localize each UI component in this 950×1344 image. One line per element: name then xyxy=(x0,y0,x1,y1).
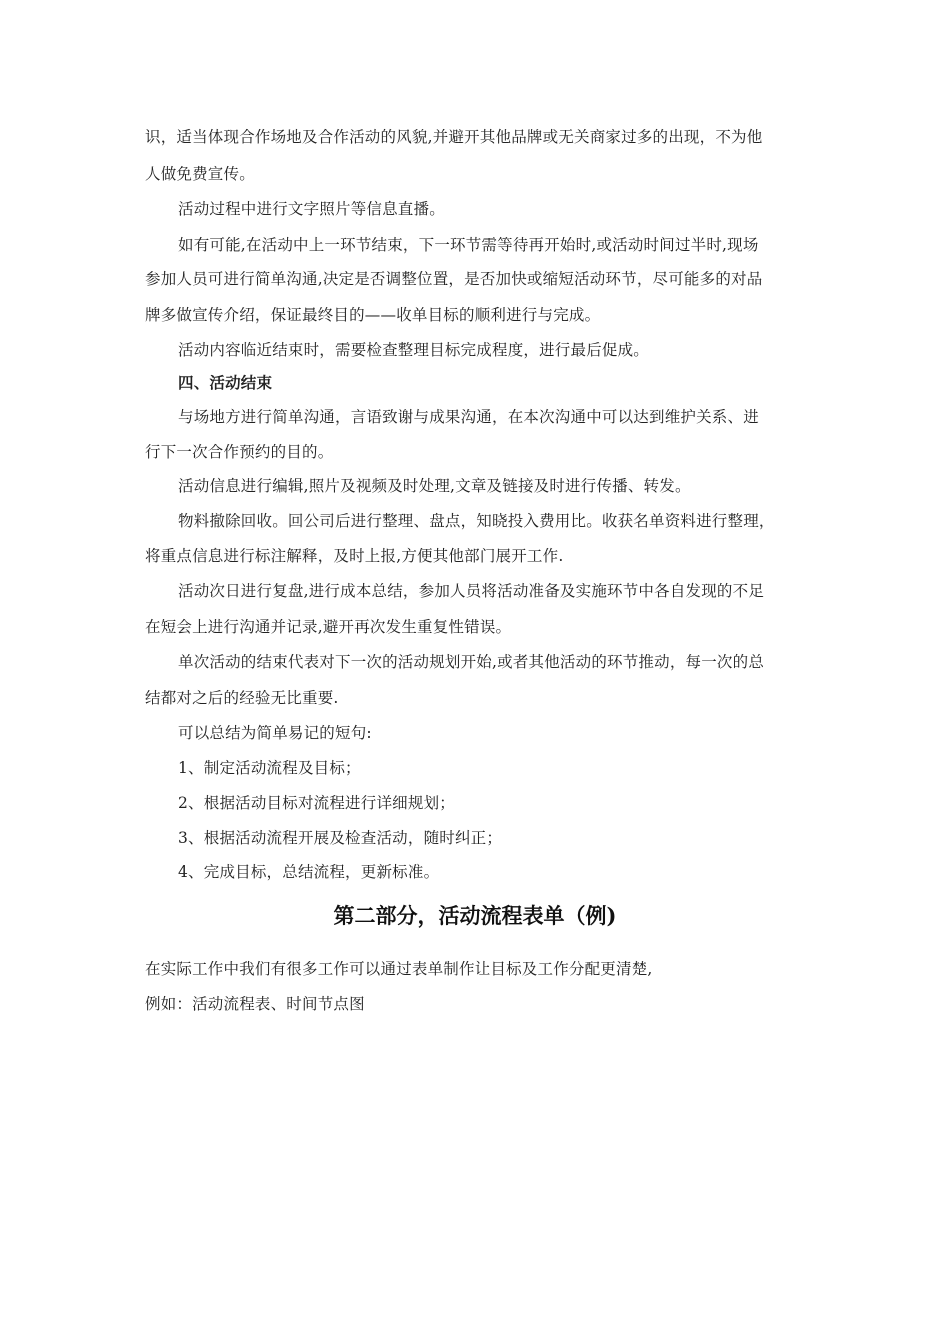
list-item: 1、制定活动流程及目标； xyxy=(178,759,361,777)
paragraph-line: 牌多做宣传介绍，保证最终目的——收单目标的顺利进行与完成。 xyxy=(145,306,601,324)
part-two-heading: 第二部分，活动流程表单（例) xyxy=(333,903,617,928)
paragraph-line: 活动过程中进行文字照片等信息直播。 xyxy=(178,200,445,218)
paragraph-line: 识，适当体现合作场地及合作活动的风貌,并避开其他品牌或无关商家过多的出现，不为他 xyxy=(145,128,763,146)
paragraph-line: 活动内容临近结束时，需要检查整理目标完成程度，进行最后促成。 xyxy=(178,341,650,359)
paragraph-line: 行下一次合作预约的目的。 xyxy=(145,443,334,461)
paragraph-line: 在实际工作中我们有很多工作可以通过表单制作让目标及工作分配更清楚, xyxy=(145,960,653,978)
paragraph-line: 物料撤除回收。回公司后进行整理、盘点，知晓投入费用比。收获名单资料进行整理， xyxy=(178,512,775,530)
paragraph-line: 单次活动的结束代表对下一次的活动规划开始,或者其他活动的环节推动，每一次的总 xyxy=(178,653,765,671)
paragraph-line: 与场地方进行简单沟通，言语致谢与成果沟通，在本次沟通中可以达到维护关系、进 xyxy=(178,408,759,426)
list-item: 2、根据活动目标对流程进行详细规划； xyxy=(178,794,455,812)
paragraph-line: 如有可能,在活动中上一环节结束，下一环节需等待再开始时,或活动时间过半时,现场 xyxy=(178,236,759,254)
paragraph-line: 结都对之后的经验无比重要. xyxy=(145,689,339,707)
paragraph-line: 活动信息进行编辑,照片及视频及时处理,文章及链接及时进行传播、转发。 xyxy=(178,477,691,495)
paragraph-line: 例如：活动流程表、时间节点图 xyxy=(145,995,365,1013)
paragraph-line: 可以总结为简单易记的短句: xyxy=(178,724,372,742)
list-item: 4、完成目标，总结流程，更新标准。 xyxy=(178,863,440,881)
section-heading: 四、活动结束 xyxy=(178,373,273,392)
paragraph-line: 活动次日进行复盘,进行成本总结，参加人员将活动准备及实施环节中各自发现的不足 xyxy=(178,582,765,600)
paragraph-line: 在短会上进行沟通并记录,避开再次发生重复性错误。 xyxy=(145,618,512,636)
paragraph-line: 参加人员可进行简单沟通,决定是否调整位置，是否加快或缩短活动环节，尽可能多的对品 xyxy=(145,270,763,288)
list-item: 3、根据活动流程开展及检查活动，随时纠正； xyxy=(178,829,503,847)
paragraph-line: 将重点信息进行标注解释，及时上报,方便其他部门展开工作. xyxy=(145,547,564,565)
paragraph-line: 人做免费宣传。 xyxy=(145,165,255,183)
